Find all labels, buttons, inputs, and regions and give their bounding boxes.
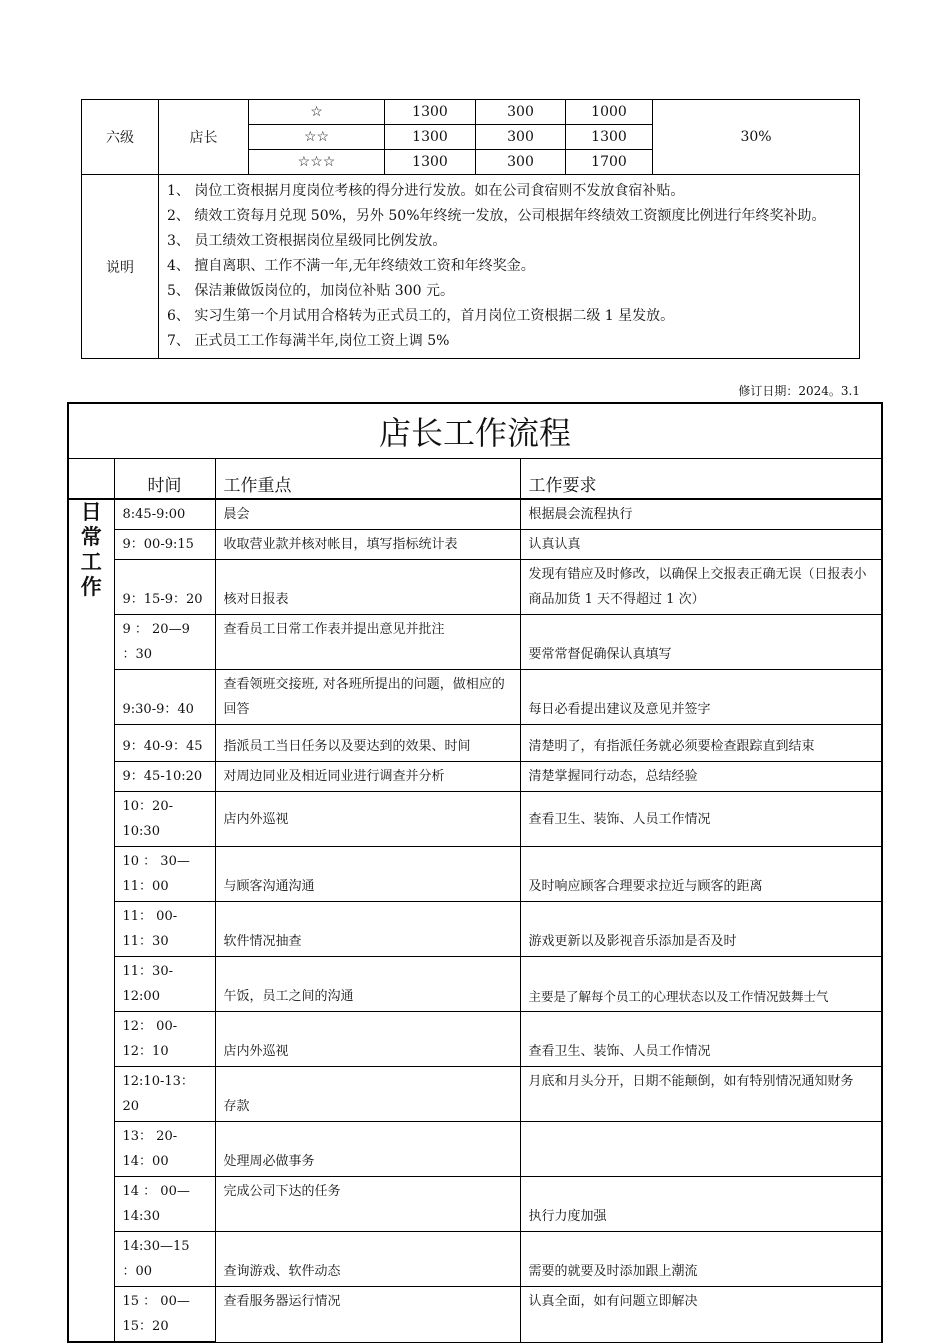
table-row (68, 615, 882, 670)
table-row (68, 762, 882, 792)
note-item: 4、 擅自离职、工作不满一年,无年终绩效工资和年终奖金。 (167, 258, 535, 274)
table-row (68, 1177, 882, 1232)
notes-cell (159, 175, 860, 359)
base-salary-cell: 1300 (385, 125, 476, 150)
note-item: 2、 绩效工资每月兑现 50%，另外 50%年终统一发放，公司根据年终绩效工资额度比例进行年终奖补助。 (167, 208, 826, 224)
table-row (68, 560, 882, 615)
table-row (68, 530, 882, 560)
note-item: 6、 实习生第一个月试用合格转为正式员工的，首月岗位工资根据二级 1 星发放。 (167, 308, 675, 324)
time-cell: 10 ： 30—11：00 (114, 847, 215, 902)
requirement-cell: 执行力度加强 (520, 1177, 882, 1232)
time-cell: 9：00-9:15 (114, 530, 215, 560)
perf-salary-cell: 300 (476, 125, 566, 150)
workflow-table (67, 402, 883, 1343)
table-row (68, 1232, 882, 1287)
time-cell: 9：40-9：45 (114, 725, 215, 762)
ratio-cell: 30% (653, 100, 860, 175)
daily-work-label (68, 499, 114, 1342)
time-cell: 13： 20-14：00 (114, 1122, 215, 1177)
table-row (68, 1287, 882, 1343)
requirement-cell: 主要是了解每个员工的心理状态以及工作情况鼓舞士气 (520, 957, 882, 1012)
requirement-cell: 根据晨会流程执行 (520, 499, 882, 530)
table-row (68, 1067, 882, 1122)
focus-cell: 店内外巡视 (215, 792, 520, 847)
perf-salary-cell: 300 (476, 150, 566, 175)
note-item: 7、 正式员工工作每满半年,岗位工资上调 5% (167, 333, 450, 349)
time-cell: 9:30-9：40 (114, 670, 215, 725)
post-salary-cell: 1300 (566, 125, 653, 150)
time-cell: 12： 00-12：10 (114, 1012, 215, 1067)
notes-label: 说明 (82, 175, 159, 359)
time-cell: 12:10-13：20 (114, 1067, 215, 1122)
table-row (68, 957, 882, 1012)
focus-cell: 收取营业款并核对帐目，填写指标统计表 (215, 530, 520, 560)
table-row (68, 847, 882, 902)
focus-cell: 晨会 (215, 499, 520, 530)
focus-cell: 查看领班交接班, 对各班所提出的问题，做相应的回答 (215, 670, 520, 725)
requirement-cell: 查看卫生、装饰、人员工作情况 (520, 1012, 882, 1067)
salary-row (82, 100, 860, 125)
table-row (68, 1012, 882, 1067)
focus-cell: 店内外巡视 (215, 1012, 520, 1067)
requirement-cell: 认真认真 (520, 530, 882, 560)
time-cell: 10：20-10:30 (114, 792, 215, 847)
focus-cell: 软件情况抽查 (215, 902, 520, 957)
time-cell: 14:30—15 ：00 (114, 1232, 215, 1287)
requirement-cell: 需要的就要及时添加跟上潮流 (520, 1232, 882, 1287)
requirement-cell: 清楚明了，有指派任务就必须要检查跟踪直到结束 (520, 725, 882, 762)
focus-cell: 与顾客沟通沟通 (215, 847, 520, 902)
time-cell: 8:45-9:00 (114, 499, 215, 530)
focus-cell: 查询游戏、软件动态 (215, 1232, 520, 1287)
requirement-cell (520, 1122, 882, 1177)
time-cell: 9：15-9：20 (114, 560, 215, 615)
time-cell: 11： 00-11：30 (114, 902, 215, 957)
note-item: 5、 保洁兼做饭岗位的，加岗位补贴 300 元。 (167, 283, 454, 299)
stars-cell: ☆☆☆ (249, 150, 385, 175)
position-cell: 店长 (159, 100, 249, 175)
header-requirement: 工作要求 (520, 459, 882, 500)
stars-cell: ☆☆ (249, 125, 385, 150)
time-cell: 14 ： 00—14:30 (114, 1177, 215, 1232)
focus-cell: 指派员工当日任务以及要达到的效果、时间 (215, 725, 520, 762)
table-row (68, 670, 882, 725)
table-row (68, 499, 882, 530)
focus-cell: 查看服务器运行情况 (215, 1287, 520, 1343)
notes-row (82, 175, 860, 359)
time-cell: 15 ： 00—15：20 (114, 1287, 215, 1343)
perf-salary-cell: 300 (476, 100, 566, 125)
focus-cell: 查看员工日常工作表并提出意见并批注 (215, 615, 520, 670)
header-blank-cell (68, 459, 114, 500)
requirement-cell: 要常常督促确保认真填写 (520, 615, 882, 670)
focus-cell: 对周边同业及相近同业进行调查并分析 (215, 762, 520, 792)
focus-cell: 处理周必做事务 (215, 1122, 520, 1177)
daily-work-text: 日常工作 (80, 500, 102, 599)
workflow-header-row (68, 459, 882, 500)
salary-table (81, 99, 860, 359)
note-item: 3、 员工绩效工资根据岗位星级同比例发放。 (167, 233, 447, 249)
focus-cell: 核对日报表 (215, 560, 520, 615)
workflow-title: 店长工作流程 (68, 403, 882, 459)
post-salary-cell: 1700 (566, 150, 653, 175)
requirement-cell: 及时响应顾客合理要求拉近与顾客的距离 (520, 847, 882, 902)
requirement-cell: 每日必看提出建议及意见并签字 (520, 670, 882, 725)
table-row (68, 725, 882, 762)
post-salary-cell: 1000 (566, 100, 653, 125)
requirement-cell: 月底和月头分开，日期不能颠倒，如有特别情况通知财务 (520, 1067, 882, 1122)
time-cell: 9 ： 20—9 ：30 (114, 615, 215, 670)
requirement-cell: 查看卫生、装饰、人员工作情况 (520, 792, 882, 847)
requirement-cell: 清楚掌握同行动态，总结经验 (520, 762, 882, 792)
table-row (68, 902, 882, 957)
base-salary-cell: 1300 (385, 150, 476, 175)
time-cell: 11：30-12:00 (114, 957, 215, 1012)
base-salary-cell: 1300 (385, 100, 476, 125)
focus-cell: 完成公司下达的任务 (215, 1177, 520, 1232)
level-cell: 六级 (82, 100, 159, 175)
requirement-cell: 游戏更新以及影视音乐添加是否及时 (520, 902, 882, 957)
focus-cell: 午饭，员工之间的沟通 (215, 957, 520, 1012)
table-row (68, 1122, 882, 1177)
requirement-cell: 认真全面，如有问题立即解决 (520, 1287, 882, 1343)
time-cell: 9：45-10:20 (114, 762, 215, 792)
stars-cell: ☆ (249, 100, 385, 125)
note-item: 1、 岗位工资根据月度岗位考核的得分进行发放。如在公司食宿则不发放食宿补贴。 (167, 183, 685, 199)
header-time: 时间 (114, 459, 215, 500)
table-row (68, 792, 882, 847)
header-focus: 工作重点 (215, 459, 520, 500)
requirement-cell: 发现有错应及时修改，以确保上交报表正确无误（日报表小商品加货 1 天不得超过 1 次） (520, 560, 882, 615)
focus-cell: 存款 (215, 1067, 520, 1122)
revision-date: 修订日期：2024。3.1 (738, 384, 860, 398)
